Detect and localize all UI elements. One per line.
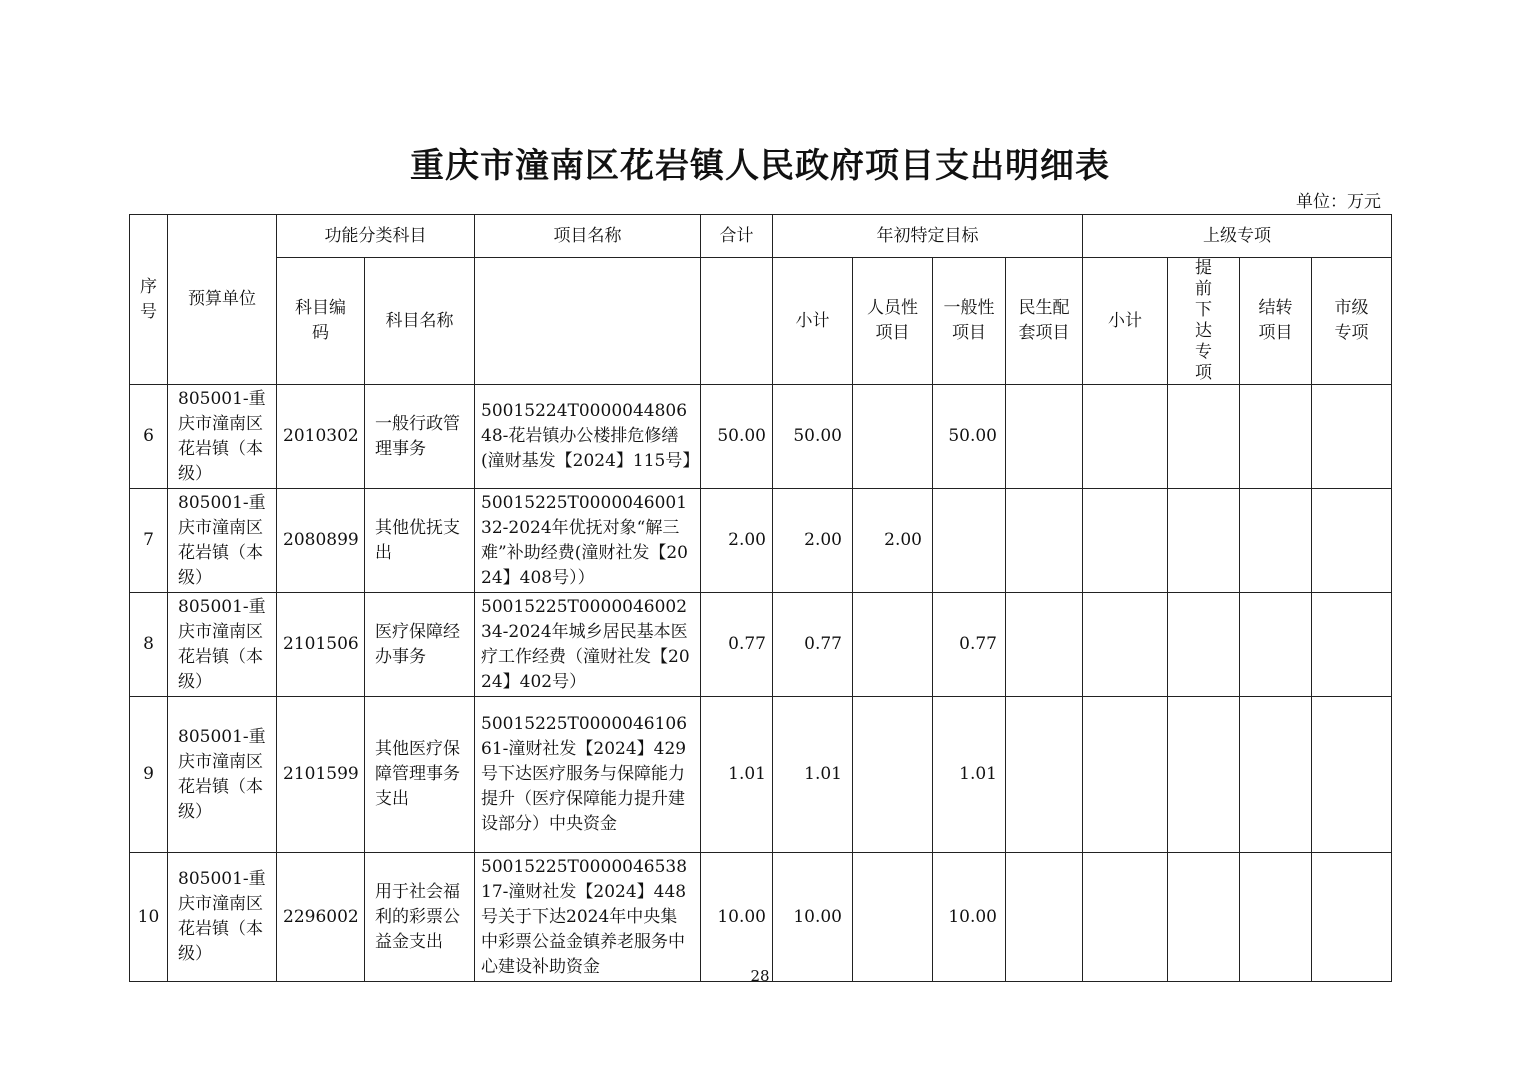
cell-seq: 7 xyxy=(130,489,168,593)
table-row xyxy=(130,385,1392,489)
header-project-name: 项目名称 xyxy=(475,215,701,258)
header-project-name-blank xyxy=(475,258,701,385)
cell-project: 50015225T000004610661-潼财社发【2024】429号下达医疗服务与保障能力提升（医疗保障能力提升建设部分）中央资金 xyxy=(475,697,701,853)
cell-total: 1.01 xyxy=(701,697,773,853)
cell-at-subtotal: 0.77 xyxy=(773,593,853,697)
header-annual-target: 年初特定目标 xyxy=(773,215,1083,258)
cell-subject-name: 其他医疗保障管理事务支出 xyxy=(365,697,475,853)
cell-code: 2296002 xyxy=(277,853,365,982)
header-sup-carryover: 结转项目 xyxy=(1240,258,1312,385)
cell-total: 10.00 xyxy=(701,853,773,982)
table-row xyxy=(130,489,1392,593)
page-number: 28 xyxy=(750,967,770,985)
header-sup-advance: 提前下达专项 xyxy=(1168,258,1240,385)
header-sup-subtotal: 小计 xyxy=(1083,258,1168,385)
cell-at-livelihood xyxy=(1006,853,1083,982)
cell-at-general: 1.01 xyxy=(933,697,1006,853)
cell-at-personnel xyxy=(853,853,933,982)
cell-at-personnel xyxy=(853,697,933,853)
cell-sup-city xyxy=(1312,853,1392,982)
cell-sup-advance xyxy=(1168,593,1240,697)
cell-sup-carryover xyxy=(1240,385,1312,489)
cell-project: 50015224T000004480648-花岩镇办公楼排危修缮(潼财基发【2024】115号】 xyxy=(475,385,701,489)
cell-project: 50015225T000004653817-潼财社发【2024】448号关于下达2024年中央集中彩票公益金镇养老服务中心建设补助资金 xyxy=(475,853,701,982)
cell-sup-subtotal xyxy=(1083,385,1168,489)
cell-unit: 805001-重庆市潼南区花岩镇（本级） xyxy=(168,853,277,982)
cell-total: 2.00 xyxy=(701,489,773,593)
header-subject-name: 科目名称 xyxy=(365,258,475,385)
cell-at-subtotal: 10.00 xyxy=(773,853,853,982)
cell-at-subtotal: 2.00 xyxy=(773,489,853,593)
cell-sup-city xyxy=(1312,489,1392,593)
cell-unit: 805001-重庆市潼南区花岩镇（本级） xyxy=(168,489,277,593)
cell-total: 50.00 xyxy=(701,385,773,489)
header-budget-unit: 预算单位 xyxy=(168,215,277,385)
cell-sup-advance xyxy=(1168,385,1240,489)
cell-code: 2080899 xyxy=(277,489,365,593)
cell-subject-name: 医疗保障经办事务 xyxy=(365,593,475,697)
cell-at-personnel xyxy=(853,385,933,489)
cell-sup-carryover xyxy=(1240,593,1312,697)
cell-at-subtotal: 50.00 xyxy=(773,385,853,489)
cell-sup-city xyxy=(1312,593,1392,697)
expenditure-table xyxy=(129,214,1392,982)
cell-sup-city xyxy=(1312,385,1392,489)
header-superior: 上级专项 xyxy=(1083,215,1392,258)
cell-at-livelihood xyxy=(1006,489,1083,593)
cell-project: 50015225T000004600234-2024年城乡居民基本医疗工作经费（潼财社发【2024】402号） xyxy=(475,593,701,697)
cell-seq: 6 xyxy=(130,385,168,489)
cell-sup-subtotal xyxy=(1083,697,1168,853)
cell-seq: 10 xyxy=(130,853,168,982)
cell-code: 2101506 xyxy=(277,593,365,697)
header-func-class: 功能分类科目 xyxy=(277,215,475,258)
header-total-blank xyxy=(701,258,773,385)
table-row xyxy=(130,593,1392,697)
cell-at-general: 10.00 xyxy=(933,853,1006,982)
cell-sup-carryover xyxy=(1240,853,1312,982)
cell-seq: 8 xyxy=(130,593,168,697)
header-subject-code: 科目编码 xyxy=(277,258,365,385)
cell-sup-subtotal xyxy=(1083,489,1168,593)
cell-at-livelihood xyxy=(1006,593,1083,697)
cell-at-general xyxy=(933,489,1006,593)
header-at-subtotal: 小计 xyxy=(773,258,853,385)
header-seq: 序号 xyxy=(130,215,168,385)
cell-at-general: 50.00 xyxy=(933,385,1006,489)
cell-code: 2010302 xyxy=(277,385,365,489)
cell-total: 0.77 xyxy=(701,593,773,697)
cell-sup-advance xyxy=(1168,489,1240,593)
cell-code: 2101599 xyxy=(277,697,365,853)
cell-at-general: 0.77 xyxy=(933,593,1006,697)
header-at-general: 一般性项目 xyxy=(933,258,1006,385)
cell-sup-city xyxy=(1312,697,1392,853)
cell-subject-name: 一般行政管理事务 xyxy=(365,385,475,489)
cell-at-personnel xyxy=(853,593,933,697)
table-row xyxy=(130,697,1392,853)
unit-label: 单位：万元 xyxy=(1296,192,1381,212)
header-sup-city: 市级专项 xyxy=(1312,258,1392,385)
header-total: 合计 xyxy=(701,215,773,258)
cell-subject-name: 其他优抚支出 xyxy=(365,489,475,593)
header-at-livelihood: 民生配套项目 xyxy=(1006,258,1083,385)
cell-at-personnel: 2.00 xyxy=(853,489,933,593)
cell-sup-subtotal xyxy=(1083,593,1168,697)
page-title: 重庆市潼南区花岩镇人民政府项目支出明细表 xyxy=(410,146,1110,186)
cell-sup-advance xyxy=(1168,697,1240,853)
table-row xyxy=(130,853,1392,982)
cell-unit: 805001-重庆市潼南区花岩镇（本级） xyxy=(168,385,277,489)
cell-project: 50015225T000004600132-2024年优抚对象“解三难”补助经费(潼财社发【2024】408号）） xyxy=(475,489,701,593)
cell-seq: 9 xyxy=(130,697,168,853)
header-at-personnel: 人员性项目 xyxy=(853,258,933,385)
cell-sup-subtotal xyxy=(1083,853,1168,982)
cell-sup-advance xyxy=(1168,853,1240,982)
cell-unit: 805001-重庆市潼南区花岩镇（本级） xyxy=(168,697,277,853)
cell-at-livelihood xyxy=(1006,385,1083,489)
cell-at-livelihood xyxy=(1006,697,1083,853)
cell-sup-carryover xyxy=(1240,489,1312,593)
cell-subject-name: 用于社会福利的彩票公益金支出 xyxy=(365,853,475,982)
cell-unit: 805001-重庆市潼南区花岩镇（本级） xyxy=(168,593,277,697)
cell-sup-carryover xyxy=(1240,697,1312,853)
cell-at-subtotal: 1.01 xyxy=(773,697,853,853)
